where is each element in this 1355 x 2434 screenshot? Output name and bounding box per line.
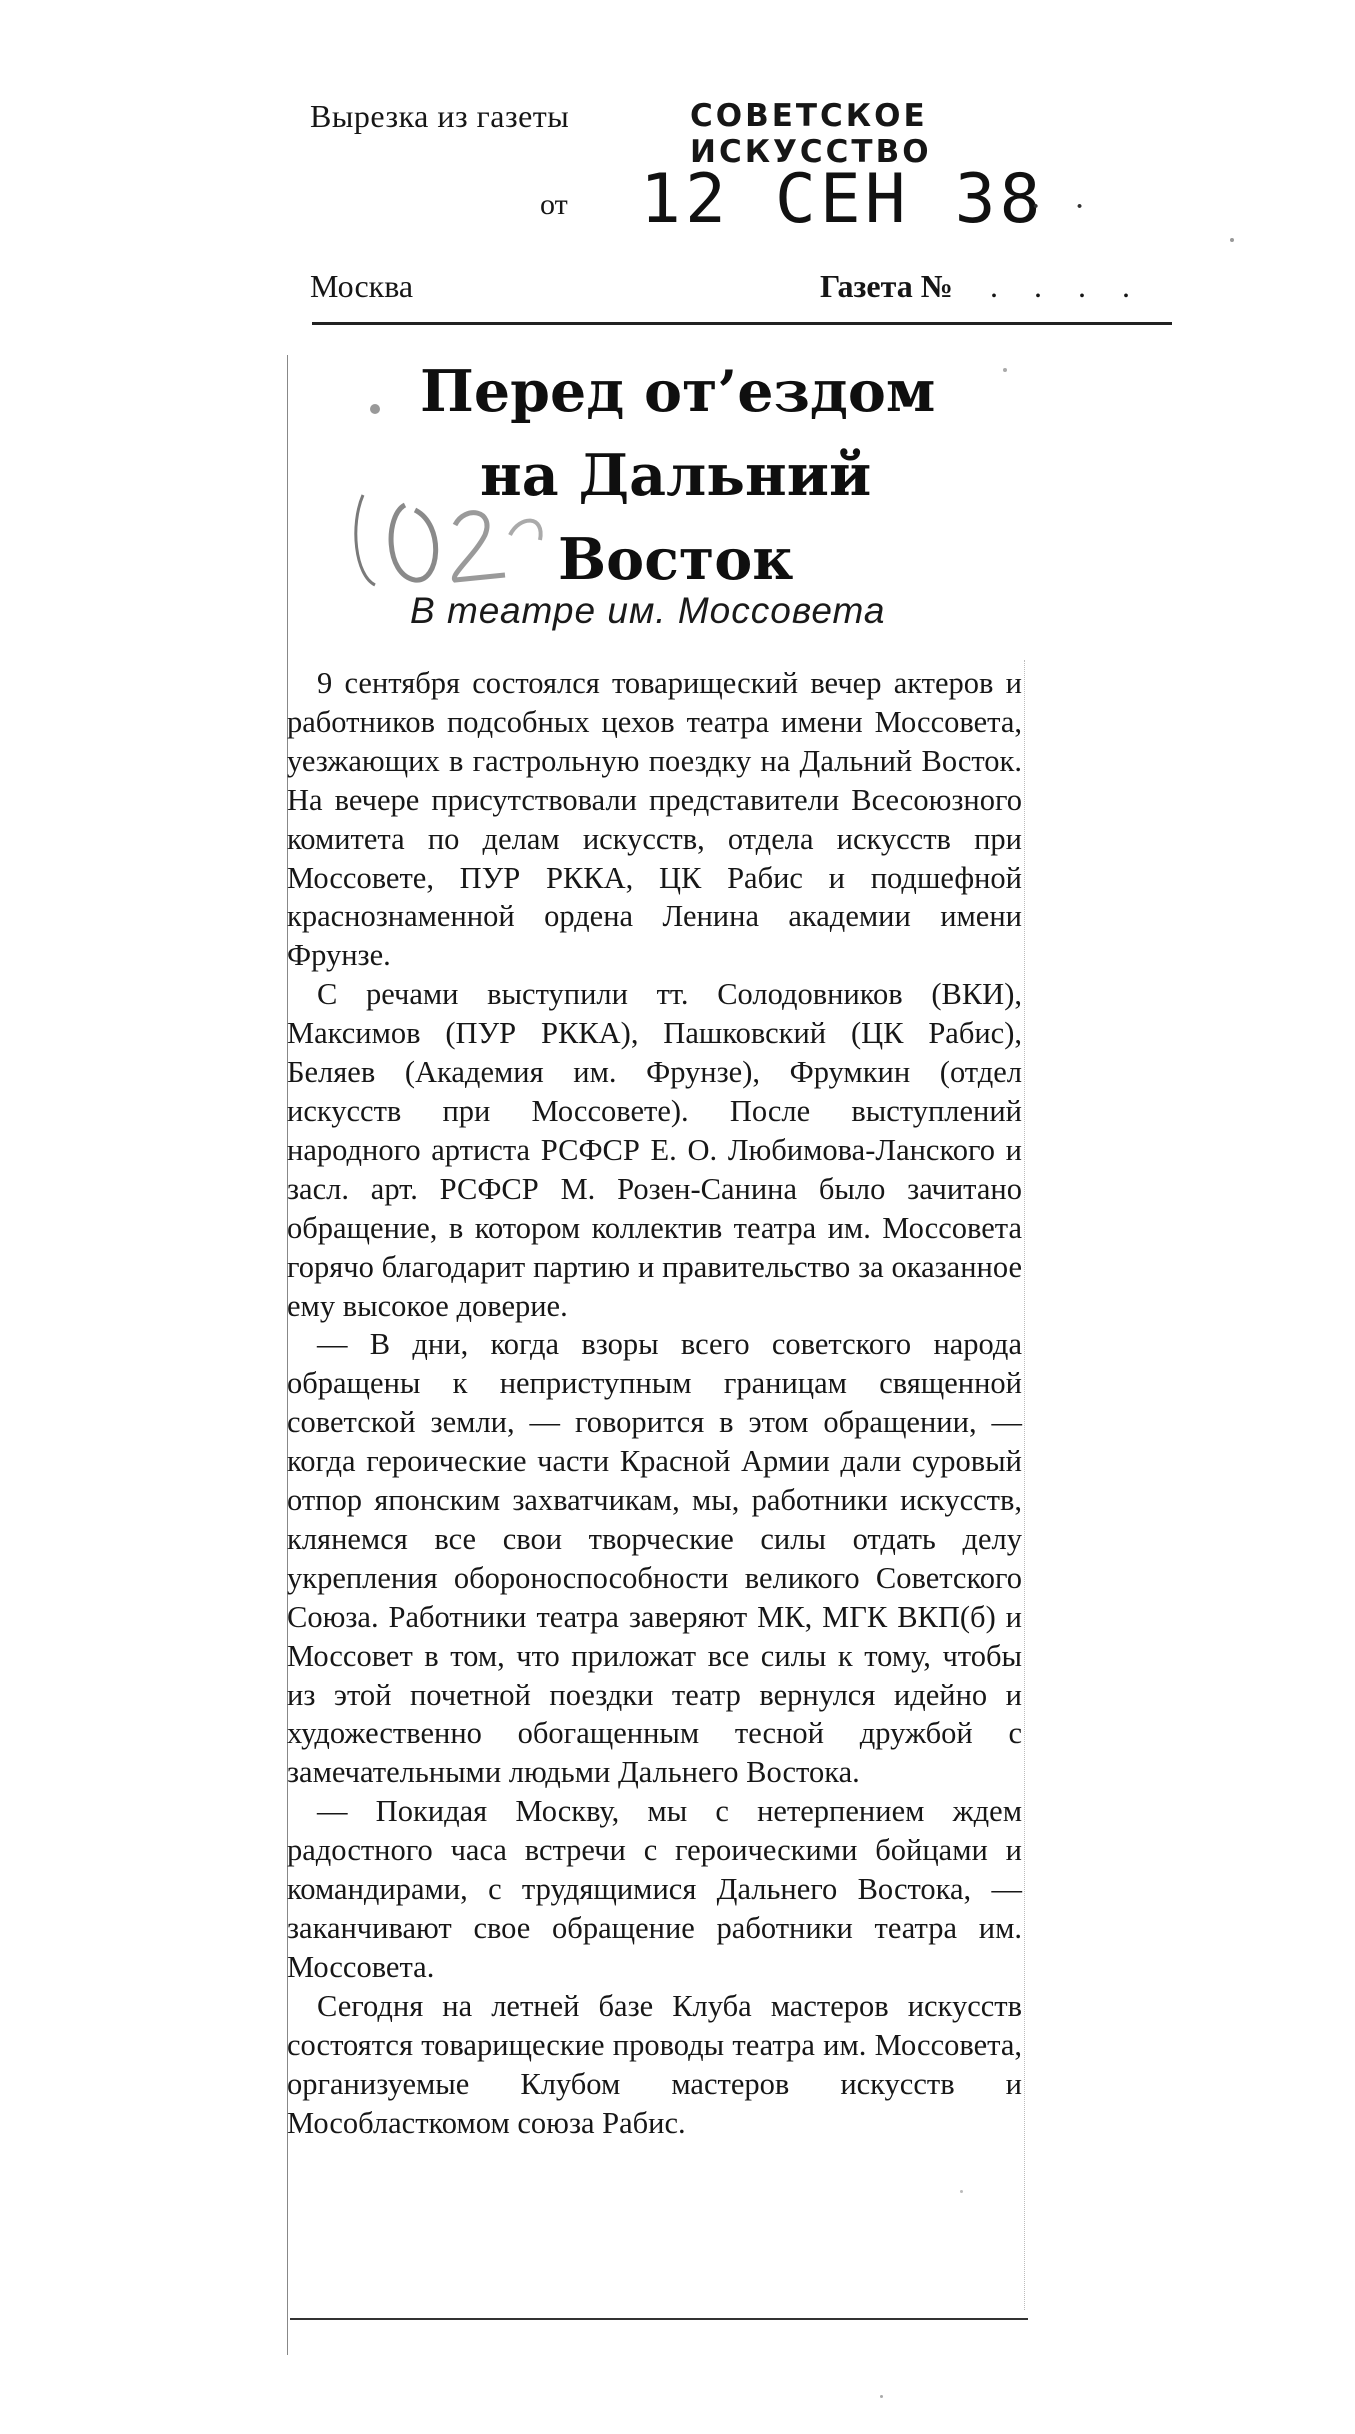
article-body (287, 664, 1022, 2142)
date-stamp: 12 СЕН 38 (640, 160, 1045, 239)
clipping-header-line (310, 98, 1170, 170)
article-paragraph: — Покидая Москву, мы с нетерпением ждем радостного часа встречи с героическими бойцами и командирами, с трудящимися Дальнего Востока, — заканчивают свое обращение работники театра им. Моссовета. (287, 1794, 1022, 1984)
scan-speck (960, 2190, 963, 2193)
article-end-divider (290, 2318, 1028, 2320)
scan-speck (370, 404, 380, 414)
newspaper-name: СОВЕТСКОЕ ИСКУССТВО (690, 98, 932, 170)
city-line (310, 268, 1170, 316)
header-divider (312, 322, 1172, 325)
article-subtitle: В театре им. Моссовета (410, 590, 886, 631)
city-label: Москва (310, 268, 414, 304)
scan-speck (1230, 238, 1234, 242)
scan-speck (1003, 368, 1007, 372)
headline-line-1: Перед от’ездом (420, 358, 936, 425)
headline-line-2: на Дальний (480, 442, 872, 509)
date-line (540, 160, 1180, 250)
clipping-label: Вырезка из газеты (310, 98, 570, 134)
column-edge-right (1024, 660, 1025, 2310)
article-paragraph: Сегодня на летней базе Клуба мастеров искусств состоятся товарищеские проводы театра им. Моссовета, организуемые Клубом мастеров искусств и Мособласткомом союза Рабис. (287, 1988, 1022, 2140)
gazeta-number-dots: . . . . (990, 268, 1144, 304)
article-paragraph: 9 сентября состоялся товарищеский вечер актеров и работников подсобных цехов театра имени Моссовета, уезжающих в гастрольную поездку на Дальний Восток. На вечере присутствовали представители Всесоюзного комитета по делам искусств, отдела искусств при Моссовете, ПУР РККА, ЦК Рабис и подшефной краснознаменной ордена Ленина академии имени Фрунзе. (287, 666, 1022, 973)
article-headline (360, 350, 980, 593)
article-paragraph: С речами выступили тт. Солодовников (ВКИ), Максимов (ПУР РККА), Пашковский (ЦК Рабис), Беляев (Академия им. Фрунзе), Фрумкин (отдел искусств при Моссовете). После выступлений народного артиста РСФСР Е. О. Любимова-Ланского и засл. арт. РСФСР М. Розен-Санина было зачитано обращение, в котором коллектив театра им. Моссовета горячо благодарит партию и правительство за оказанное ему высокое доверие. (287, 977, 1022, 1323)
from-label: от (540, 188, 568, 221)
gazeta-number-label: Газета № (820, 268, 953, 304)
article-paragraph: — В дни, когда взоры всего советского народа обращены к неприступным границам священной советской земли, — говорится в этом обращении, — когда героические части Красной Армии дали суровый отпор японским захватчикам, мы, работники искусств, клянемся все свои творческие силы отдать делу укрепления обороноспособности великого Советского Союза. Работники театра заверяют МК, МГК ВКП(б) и Моссовет в том, что приложат все силы к тому, чтобы из этой почетной поездки театр вернулся идейно и художественно обогащенным тесной дружбой с замечательными людьми Дальнего Востока. (287, 1327, 1022, 1790)
scan-speck (880, 2395, 883, 2398)
date-dots: · · (1030, 188, 1098, 225)
headline-line-3: Восток (558, 526, 794, 593)
